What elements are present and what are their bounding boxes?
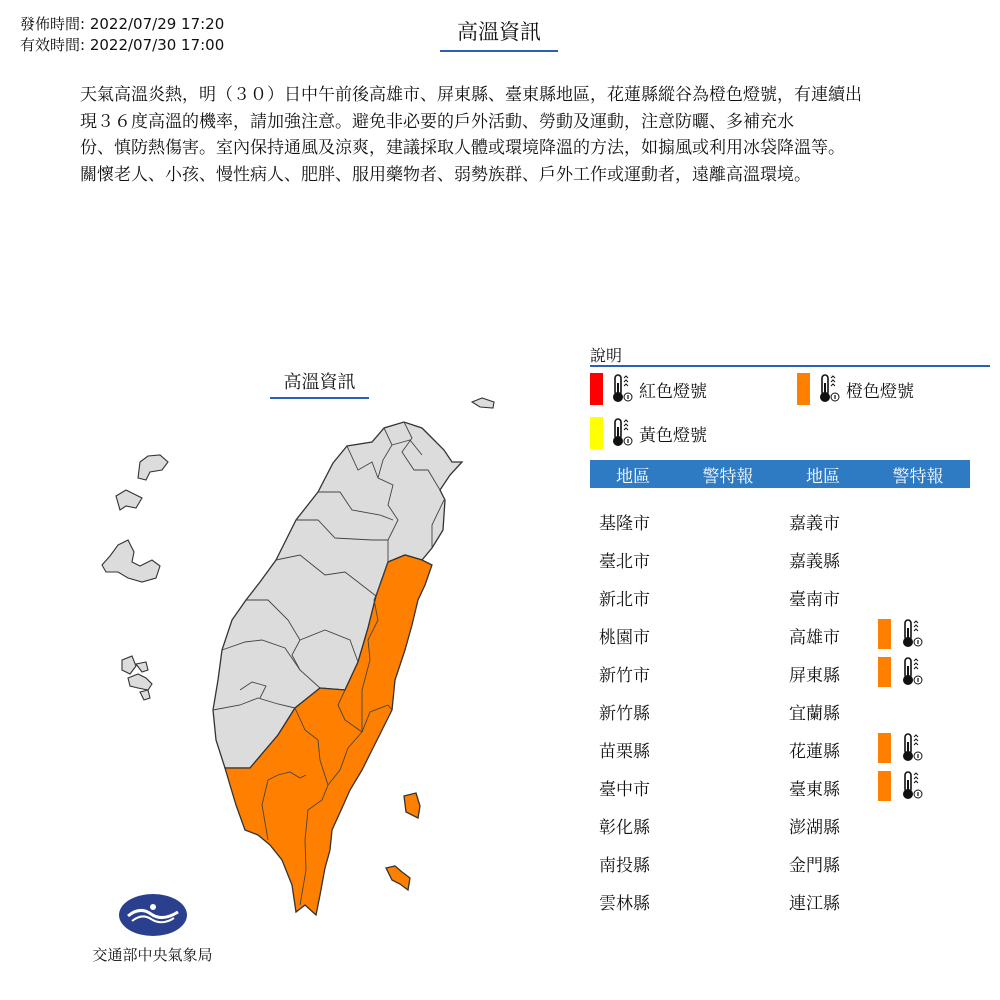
region-name: 雲林縣 bbox=[599, 894, 650, 914]
region-name: 高雄市 bbox=[789, 628, 840, 648]
legend-label-orange: 橙色燈號 bbox=[846, 381, 914, 402]
table-row bbox=[590, 729, 780, 767]
table-row bbox=[780, 843, 970, 881]
table-row bbox=[590, 767, 780, 805]
legend-label-red: 紅色燈號 bbox=[639, 381, 707, 402]
table-row bbox=[590, 805, 780, 843]
header-warning: 警特報 bbox=[892, 466, 944, 487]
region-name: 桃園市 bbox=[599, 628, 650, 648]
issue-info bbox=[20, 14, 224, 56]
description-line: 份、慎防熱傷害。室內保持通風及涼爽，建議採取人體或環境降溫的方法，如搧風或利用冰袋降溫等。 bbox=[80, 138, 845, 158]
legend-swatch-yellow bbox=[590, 417, 603, 449]
legend-swatch-red bbox=[590, 373, 603, 405]
region-name: 基隆市 bbox=[599, 514, 650, 534]
map-title: 高溫資訊 bbox=[270, 368, 369, 399]
legend-item-yellow bbox=[590, 417, 707, 449]
region-name: 屏東縣 bbox=[789, 666, 840, 686]
agency-name: 交通部中央氣象局 bbox=[92, 946, 213, 964]
table-row bbox=[590, 577, 780, 615]
cwb-logo bbox=[118, 893, 188, 937]
thermometer-icon bbox=[609, 417, 633, 449]
thermometer-icon bbox=[897, 618, 925, 654]
table-row bbox=[780, 577, 970, 615]
region-name: 新竹市 bbox=[599, 666, 650, 686]
region-name: 新北市 bbox=[599, 590, 650, 610]
thermometer-icon bbox=[897, 732, 925, 768]
header-region: 地區 bbox=[806, 466, 840, 487]
table-row bbox=[590, 539, 780, 577]
thermometer-icon bbox=[609, 373, 633, 405]
alert-level-bar bbox=[878, 771, 891, 801]
header-region: 地區 bbox=[616, 466, 650, 487]
taiwan-map bbox=[0, 380, 560, 940]
description-line: 現３６度高溫的機率，請加強注意。避免非必要的戶外活動、勞動及運動，注意防曬、多補充水 bbox=[80, 111, 794, 132]
table-row bbox=[780, 615, 970, 653]
region-name: 臺中市 bbox=[599, 780, 650, 800]
thermometer-icon bbox=[897, 656, 925, 692]
description bbox=[80, 82, 920, 188]
description-line: 關懷老人、小孩、慢性病人、肥胖、服用藥物者、弱勢族群、戶外工作或運動者，遠離高溫環境。 bbox=[80, 164, 811, 185]
legend-item-red bbox=[590, 373, 707, 405]
table-row bbox=[590, 653, 780, 691]
legend-item-orange bbox=[797, 373, 914, 405]
legend-label-yellow: 黃色燈號 bbox=[639, 425, 707, 446]
table-row bbox=[590, 881, 780, 919]
description-line: 天氣高溫炎熱，明（３０）日中午前後高雄市、屏東縣、臺東縣地區，花蓮縣縱谷為橙色燈號，有連續出 bbox=[80, 85, 862, 105]
region-name: 南投縣 bbox=[599, 856, 650, 876]
thermometer-icon bbox=[816, 373, 840, 405]
table-row bbox=[590, 691, 780, 729]
table-row bbox=[590, 843, 780, 881]
table-row bbox=[780, 729, 970, 767]
region-name: 彰化縣 bbox=[599, 818, 650, 838]
alert-level-bar bbox=[878, 733, 891, 763]
legend-title: 說明 bbox=[590, 346, 623, 365]
alert-level-bar bbox=[878, 619, 891, 649]
region-name: 新竹縣 bbox=[599, 704, 650, 724]
alert-level-bar bbox=[878, 657, 891, 687]
table-header-right bbox=[780, 460, 970, 488]
table-row bbox=[780, 767, 970, 805]
valid-time: 有效時間: 2022/07/30 17:00 bbox=[20, 36, 225, 54]
table-row bbox=[780, 653, 970, 691]
table-row bbox=[780, 881, 970, 919]
legend-swatch-orange bbox=[797, 373, 810, 405]
region-list-right bbox=[780, 501, 970, 919]
thermometer-icon bbox=[897, 770, 925, 806]
region-name: 臺北市 bbox=[599, 552, 650, 572]
table-row bbox=[780, 691, 970, 729]
region-name: 花蓮縣 bbox=[789, 742, 840, 762]
region-name: 苗栗縣 bbox=[599, 742, 650, 762]
table-row bbox=[780, 805, 970, 843]
legend-divider bbox=[590, 365, 990, 367]
region-name: 嘉義市 bbox=[789, 514, 840, 534]
table-row bbox=[780, 539, 970, 577]
table-row bbox=[780, 501, 970, 539]
table-header-left bbox=[590, 460, 780, 488]
table-row bbox=[590, 615, 780, 653]
page-title: 高溫資訊 bbox=[440, 16, 558, 52]
region-name: 臺東縣 bbox=[789, 780, 840, 800]
table-row bbox=[590, 501, 780, 539]
region-name: 宜蘭縣 bbox=[789, 704, 840, 724]
region-name: 臺南市 bbox=[789, 590, 840, 610]
header-warning: 警特報 bbox=[702, 466, 754, 487]
region-name: 連江縣 bbox=[789, 894, 840, 914]
issue-time: 發佈時間: 2022/07/29 17:20 bbox=[20, 15, 225, 33]
region-list-left bbox=[590, 501, 780, 919]
region-name: 澎湖縣 bbox=[789, 818, 840, 838]
region-name: 金門縣 bbox=[789, 856, 840, 876]
region-name: 嘉義縣 bbox=[789, 552, 840, 572]
